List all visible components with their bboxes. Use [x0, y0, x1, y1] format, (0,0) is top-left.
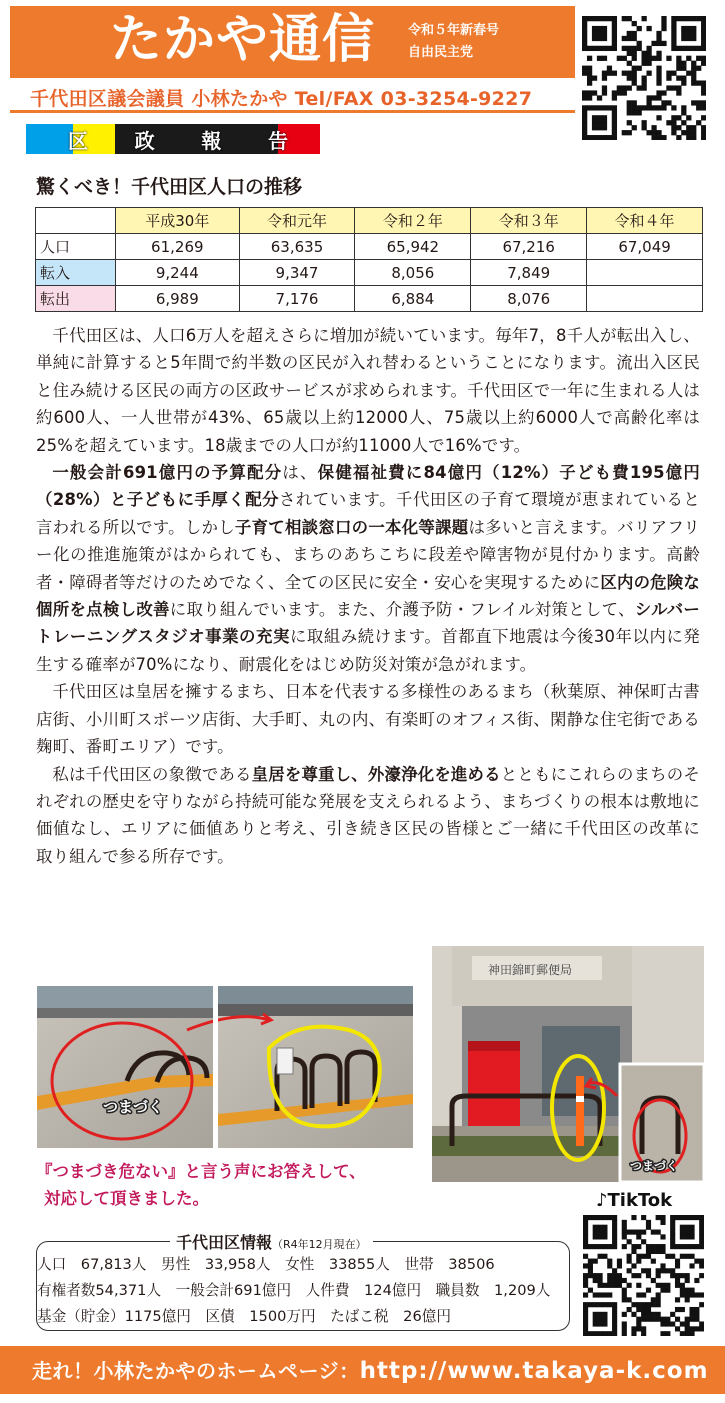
qr-code-icon	[582, 16, 706, 140]
paragraph-text: 私は千代田区の象徴である	[52, 764, 252, 784]
qr-code-tiktok[interactable]	[583, 1215, 704, 1336]
table-cell: 9,244	[116, 260, 240, 286]
paragraph-text: は、	[282, 463, 318, 483]
title-banner	[10, 6, 575, 78]
tiktok-label	[596, 1190, 672, 1211]
party-label: 自由民主党	[408, 45, 474, 60]
emphasis-text: 区内の危険な個所を点検し改善	[36, 572, 700, 620]
ward-info-line: 人口 67,813人 男性 33,958人 女性 33855人 世帯 38506	[37, 1256, 495, 1273]
population-table	[35, 207, 703, 312]
ward-info-title	[170, 1230, 373, 1253]
paragraph-text: に取り組んでいます。また、介護予防・フレイル対策として、	[169, 600, 635, 620]
emphasis-text: シルバートレーニングスタジオ事業の充実	[36, 600, 701, 647]
column-header: 令和４年	[587, 208, 703, 234]
table-corner-cell	[36, 208, 116, 234]
table-cell: 63,635	[239, 234, 355, 260]
ward-info-line: 有権者数54,371人 一般会計691億円 人件費 124億円 職員数 1,209人	[37, 1282, 551, 1299]
section-label-char: 区	[68, 128, 88, 153]
table-row	[36, 260, 703, 286]
footer-label: 走れ！小林たかやのホームページ：	[32, 1359, 360, 1383]
section-label-char: 政	[134, 128, 155, 153]
contact-line: 千代田区議会議員 小林たかや Tel/FAX 03-3254-9227	[30, 88, 533, 110]
row-label: 転入	[36, 260, 116, 286]
paragraph-text: されています。千代田区の子育て環境が恵まれていると言われる所以です。しかし	[36, 490, 701, 537]
table-cell: 8,056	[355, 260, 471, 286]
caption-line: 対応して頂きました。	[44, 1189, 209, 1208]
ward-info-date: （R4年12月現在）	[272, 1238, 367, 1251]
sidewalk-photo-illustration	[37, 986, 413, 1148]
row-label: 転出	[36, 286, 116, 312]
column-header: 令和２年	[355, 208, 471, 234]
article-body	[36, 322, 700, 870]
qr-code-icon	[583, 1215, 704, 1336]
section-label	[68, 124, 288, 154]
ward-info-line: 基金（貯金）1175億円 区債 1500万円 たばこ税 26億円	[37, 1308, 451, 1325]
emphasis-text: 保健福祉費に84億円（12%）子ども費195億円（28%）と子どもに手厚く配分	[36, 463, 700, 510]
sidewalk-fence-photo	[37, 986, 413, 1148]
qr-code-homepage[interactable]	[582, 16, 706, 140]
table-cell: 67,049	[587, 234, 703, 260]
footer-text	[32, 1355, 709, 1384]
issue-info	[408, 20, 499, 64]
photo-caption	[36, 1158, 416, 1212]
table-cell	[587, 260, 703, 286]
table-row	[36, 286, 703, 312]
post-office-sign: 神田錦町郵便局	[488, 963, 573, 977]
paragraph-text: は多いと言えます。バリアフリー化の推進施策がはかられても、まちのあちこちに段差や障害物が見付かります。高齢者・障碍者等だけのためでなく、全ての区民に安全・安心を実現するために	[36, 517, 700, 592]
caption-line: 『つまづき危ない』と言う声にお答えして、	[36, 1162, 366, 1181]
newsletter-title: たかや通信	[110, 10, 376, 70]
ward-info-title-text: 千代田区情報	[176, 1233, 273, 1252]
population-heading: 驚くべき！千代田区人口の推移	[36, 176, 303, 198]
table-cell: 6,989	[116, 286, 240, 312]
table-header-row	[36, 208, 703, 234]
row-label: 人口	[36, 234, 116, 260]
article-paragraph	[36, 459, 700, 678]
homepage-link[interactable]: http://www.takaya-k.com	[359, 1358, 709, 1384]
table-cell: 7,849	[471, 260, 587, 286]
article-paragraph	[36, 761, 700, 871]
table-cell: 8,076	[471, 286, 587, 312]
section-label-char: 報	[201, 128, 222, 153]
table-cell: 9,347	[239, 260, 355, 286]
paragraph-text: 千代田区は皇居を擁するまち、日本を代表する多様性のあるまち（秋葉原、神保町古書店街、小川町スポーツ店街、大手町、丸の内、有楽町のオフィス街、閑静な住宅街である麹町、番町エリア）です。	[36, 682, 700, 757]
footer-bar	[0, 1346, 725, 1394]
contact-underline	[10, 110, 575, 113]
emphasis-text: 皇居を尊重し、外濠浄化を進める	[251, 764, 501, 784]
paragraph-text: 千代田区は、人口6万人を超えさらに増加が続いています。毎年7，8千人が転出入し、単純に計算すると5年間で約半数の区民が入れ替わるということになります。流出入区民と住み続ける区民の両方の区政サービスが求められます。千代田区で一年に生まれる人は約600人、一人世帯が43%、65歳以上約12000人、75歳以上約6000人で高齢化率は25%を超えています。18歳までの人口が約11000人で16%です。	[36, 326, 700, 455]
table-cell	[587, 286, 703, 312]
table-row	[36, 234, 703, 260]
left-photo-label: つまづく	[103, 1098, 164, 1116]
column-header: 平成30年	[116, 208, 240, 234]
tiktok-text: TikTok	[607, 1190, 673, 1211]
table-cell: 7,176	[239, 286, 355, 312]
table-cell: 65,942	[355, 234, 471, 260]
emphasis-text: 一般会計691億円の予算配分	[52, 463, 283, 483]
article-paragraph	[36, 322, 700, 459]
right-photo-label: つまづく	[630, 1159, 679, 1173]
table-cell: 67,216	[471, 234, 587, 260]
column-header: 令和３年	[471, 208, 587, 234]
table-cell: 61,269	[116, 234, 240, 260]
tiktok-icon: ♪	[596, 1190, 608, 1211]
paragraph-text: とともにこれらのまちのそれぞれの歴史を守りながら持続可能な発展を支えられるよう、まちづくりの根本は敷地に価値なし、エリアに価値ありと考え、引き続き区民の皆様とご一緒に千代田区の改革に取り組んで参る所存です。	[36, 764, 700, 866]
issue-label: 令和５年新春号	[408, 23, 500, 38]
paragraph-text: に取組み続けます。首都直下地震は今後30年以内に発生する確率が70%になり、耐震化をはじめ防災対策が急がれます。	[36, 627, 700, 674]
table-cell: 6,884	[355, 286, 471, 312]
post-office-photo-illustration	[432, 946, 704, 1182]
column-header: 令和元年	[239, 208, 355, 234]
article-paragraph	[36, 678, 700, 760]
emphasis-text: 子育て相談窓口の一本化等課題	[234, 517, 469, 537]
ward-info-lines	[37, 1252, 550, 1330]
post-office-photo	[432, 946, 704, 1182]
section-label-char: 告	[267, 128, 288, 153]
